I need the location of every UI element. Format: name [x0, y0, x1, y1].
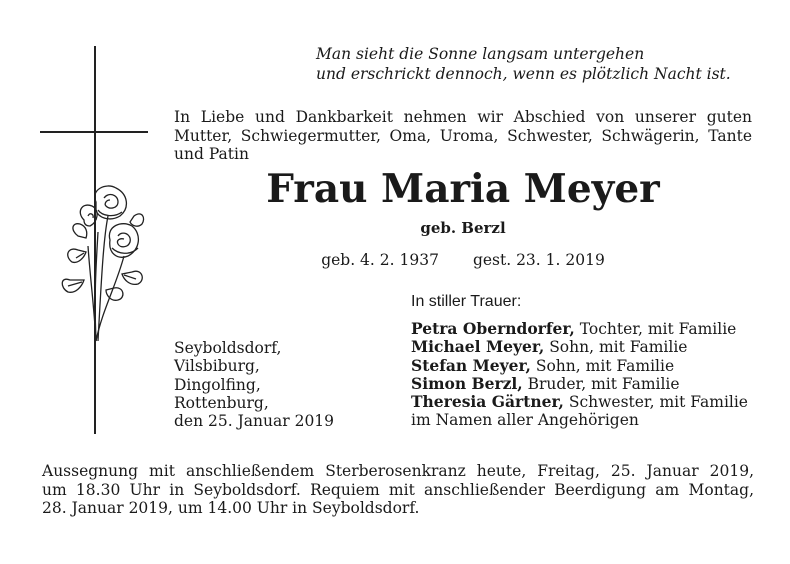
cross-icon-bar — [40, 131, 148, 133]
life-dates — [174, 250, 752, 270]
funeral-line: 28. Januar 2019, um 14.00 Uhr in Seyboldsdorf. — [42, 499, 420, 517]
maiden-name: geb. Berzl — [420, 219, 506, 237]
mourner-name: Michael Meyer, — [411, 337, 545, 357]
quote — [316, 44, 731, 84]
mourner — [411, 393, 748, 411]
death-date: gest. 23. 1. 2019 — [472, 251, 605, 269]
place: Seyboldsdorf, — [174, 339, 282, 357]
mourner-relation: Schwester, mit Familie — [563, 393, 748, 412]
quote-line: Man sieht die Sonne langsam untergehen — [316, 45, 645, 63]
funeral-info — [42, 462, 754, 518]
place: Vilsbiburg, — [174, 357, 260, 376]
mourner — [411, 320, 748, 338]
mourner-name: Simon Berzl, — [411, 373, 523, 393]
mourner-relation: Bruder, mit Familie — [522, 374, 680, 393]
place-date: den 25. Januar 2019 — [174, 412, 335, 431]
mourner-relation: Tochter, mit Familie — [574, 320, 737, 338]
funeral-line: Aussegnung mit anschließendem Sterberosenkranz heute, Freitag, 25. Januar 2019, — [42, 462, 754, 480]
funeral-line: um 18.30 Uhr in Seyboldsdorf. Requiem mit anschließender Beerdigung am Montag, — [42, 480, 754, 499]
mourner — [411, 411, 748, 429]
mourner-relation: Sohn, mit Familie — [530, 356, 675, 375]
mourner-name: Stefan Meyer, — [411, 355, 531, 375]
mourner-relation: Sohn, mit Familie — [544, 338, 688, 357]
place: Rottenburg, — [174, 393, 269, 412]
mourning-heading: In stiller Trauer: — [411, 293, 522, 310]
mourner — [411, 338, 748, 356]
mourner — [411, 357, 748, 375]
birth-date: geb. 4. 2. 1937 — [321, 251, 439, 269]
quote-line: und erschrickt dennoch, wenn es plötzlich Nacht ist. — [316, 65, 731, 83]
intro-text: In Liebe und Dankbarkeit nehmen wir Abschied von unserer guten Mutter, Schwiegermutter, Oma, Uroma, Schwester, Schwägerin, Tante und Patin — [174, 108, 752, 163]
mourner-relation: im Namen aller Angehörigen — [411, 411, 639, 430]
place: Dingolfing, — [174, 375, 261, 394]
mourner — [411, 375, 748, 393]
mourner-name: Petra Oberndorfer, — [411, 319, 575, 338]
places-list — [174, 339, 334, 430]
mourner-name: Theresia Gärtner, — [411, 392, 564, 412]
mourners-list — [411, 320, 748, 430]
deceased-name: Frau Maria Meyer — [266, 166, 660, 212]
roses-icon — [58, 176, 148, 346]
